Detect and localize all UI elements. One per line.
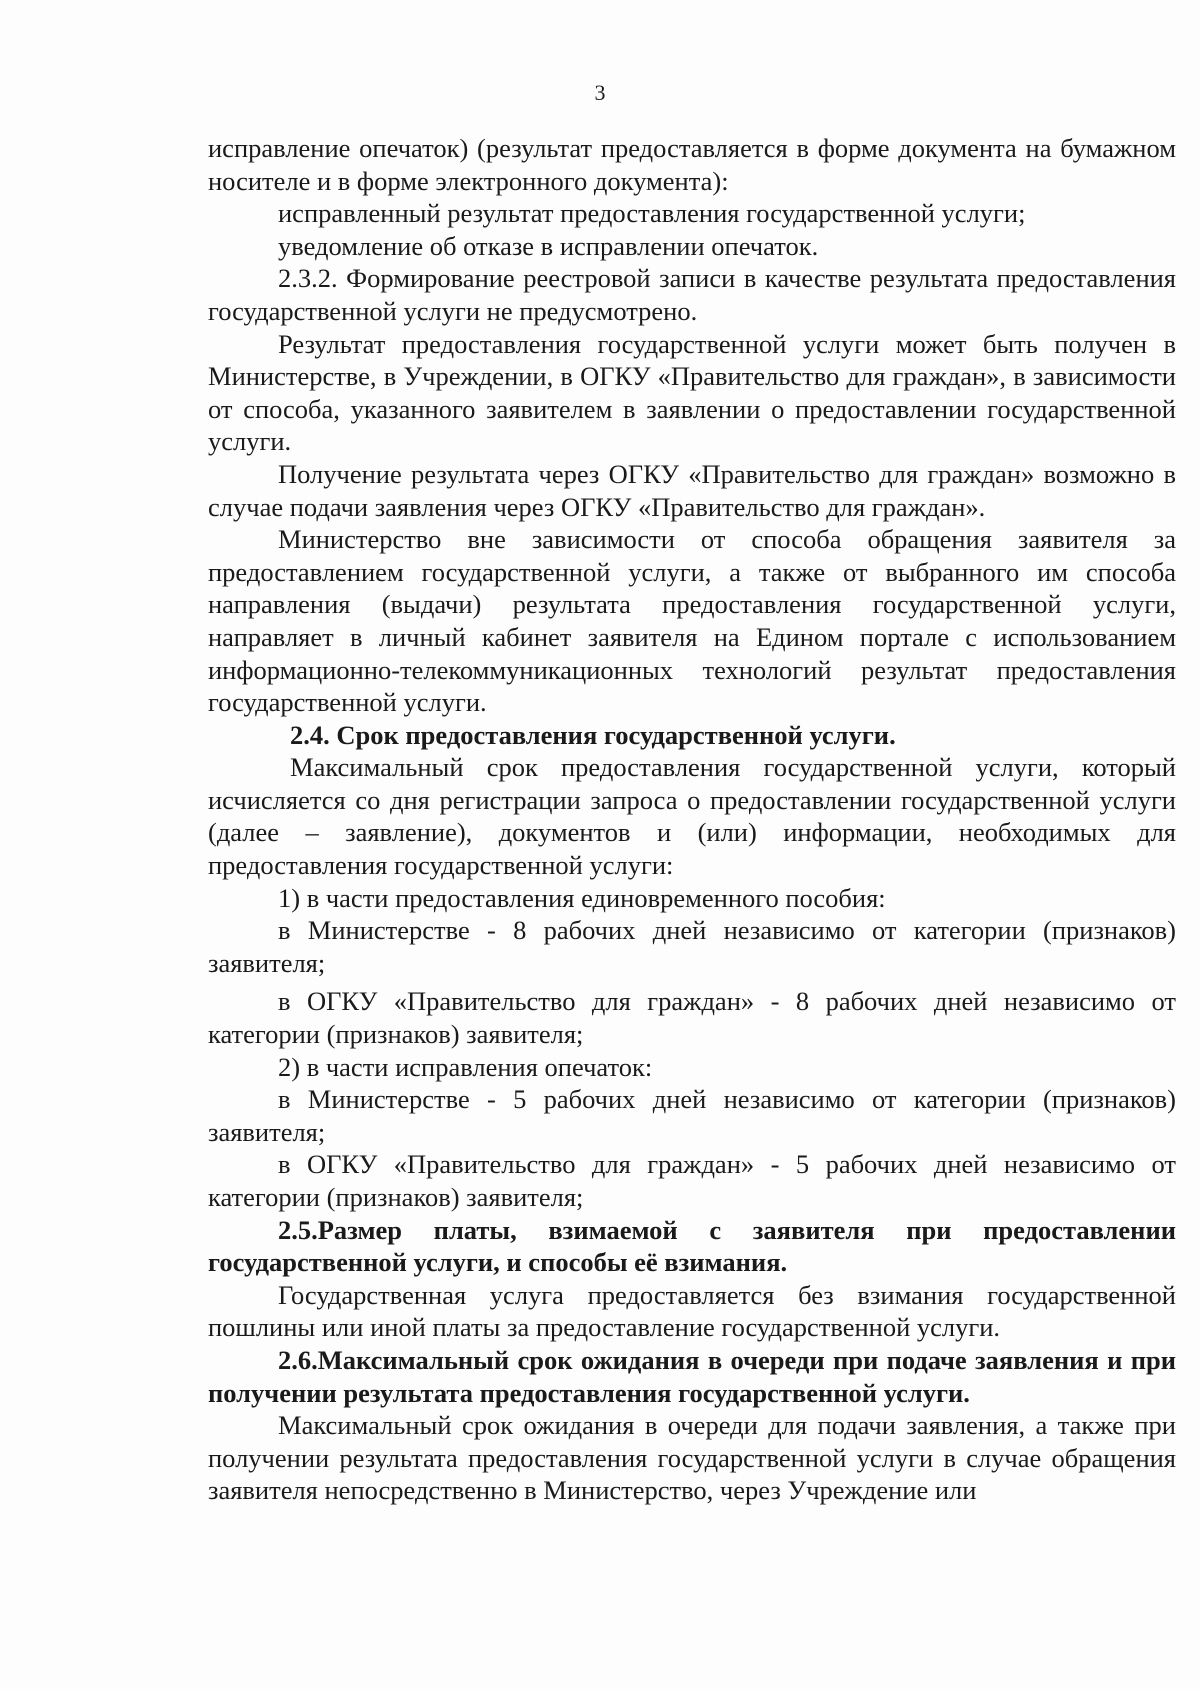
paragraph-result-places: Результат предоставления государственной услуги может быть получен в Министерстве, в Учреждении, в ОГКУ «Правительство для граждан», в зависимости от способа, указанного заявителем в заявлении о предоставлении государственной услуги. xyxy=(208,328,1176,457)
document-body xyxy=(208,132,1176,1507)
heading-2-5: 2.5.Размер платы, взимаемой с заявителя при предоставлении государственной услуги, и способы её взимания. xyxy=(208,1214,1176,1278)
paragraph-ogku-8-days: в ОГКУ «Правительство для граждан» - 8 рабочих дней независимо от категории (признаков) заявителя; xyxy=(208,986,1176,1050)
paragraph-part-1: 1) в части предоставления единовременного пособия: xyxy=(278,882,886,913)
paragraph-corrected-result: исправленный результат предоставления государственной услуги; xyxy=(278,198,1026,229)
heading-2-6: 2.6.Максимальный срок ожидания в очереди при подаче заявления и при получении результата предоставления государственной услуги. xyxy=(208,1344,1176,1408)
paragraph-no-fee: Государственная услуга предоставляется без взимания государственной пошлины или иной платы за предоставление государственной услуги. xyxy=(208,1279,1176,1343)
paragraph-result-via-ogku: Получение результата через ОГКУ «Правительство для граждан» возможно в случае подачи заявления через ОГКУ «Правительство для граждан». xyxy=(208,458,1176,522)
paragraph-queue-time: Максимальный срок ожидания в очереди для подачи заявления, а также при получении результата предоставления государственной услуги в случае обращения заявителя непосредственно в Министерство, через Учреждение или xyxy=(208,1410,1176,1506)
paragraph-ministry-8-days: в Министерстве - 8 рабочих дней независимо от категории (признаков) заявителя; xyxy=(208,915,1176,978)
paragraph-personal-cabinet: Министерство вне зависимости от способа обращения заявителя за предоставлением государственной услуги, а также от выбранного им способа направления (выдачи) результата предоставления государственной услуги, направляет в личный кабинет заявителя на Едином портале с использованием информационно-телекоммуникационных технологий результат предоставления государственной услуги. xyxy=(208,524,1176,718)
paragraph-ogku-5-days: в ОГКУ «Правительство для граждан» - 5 рабочих дней независимо от категории (признаков) заявителя; xyxy=(208,1149,1176,1212)
paragraph-refusal-notice: уведомление об отказе в исправлении опечаток. xyxy=(278,230,819,261)
page-number: 3 xyxy=(594,80,606,105)
heading-2-4: 2.4. Срок предоставления государственной услуги. xyxy=(290,719,896,750)
paragraph-max-term: Максимальный срок предоставления государственной услуги, который исчисляется со дня регистрации запроса о предоставлении государственной услуги (далее – заявление), документов и (или) информации, необходимых для предоставления государственной услуги: xyxy=(208,752,1176,881)
paragraph-part-2: 2) в части исправления опечаток: xyxy=(278,1051,653,1082)
paragraph-typo-correction: исправление опечаток) (результат предоставляется в форме документа на бумажном носителе и в форме электронного документа): xyxy=(208,133,1176,196)
paragraph-2-3-2: 2.3.2. Формирование реестровой записи в качестве результата предоставления государственной услуги не предусмотрено. xyxy=(208,263,1176,326)
paragraph-ministry-5-days: в Министерстве - 5 рабочих дней независимо от категории (признаков) заявителя; xyxy=(208,1084,1176,1147)
